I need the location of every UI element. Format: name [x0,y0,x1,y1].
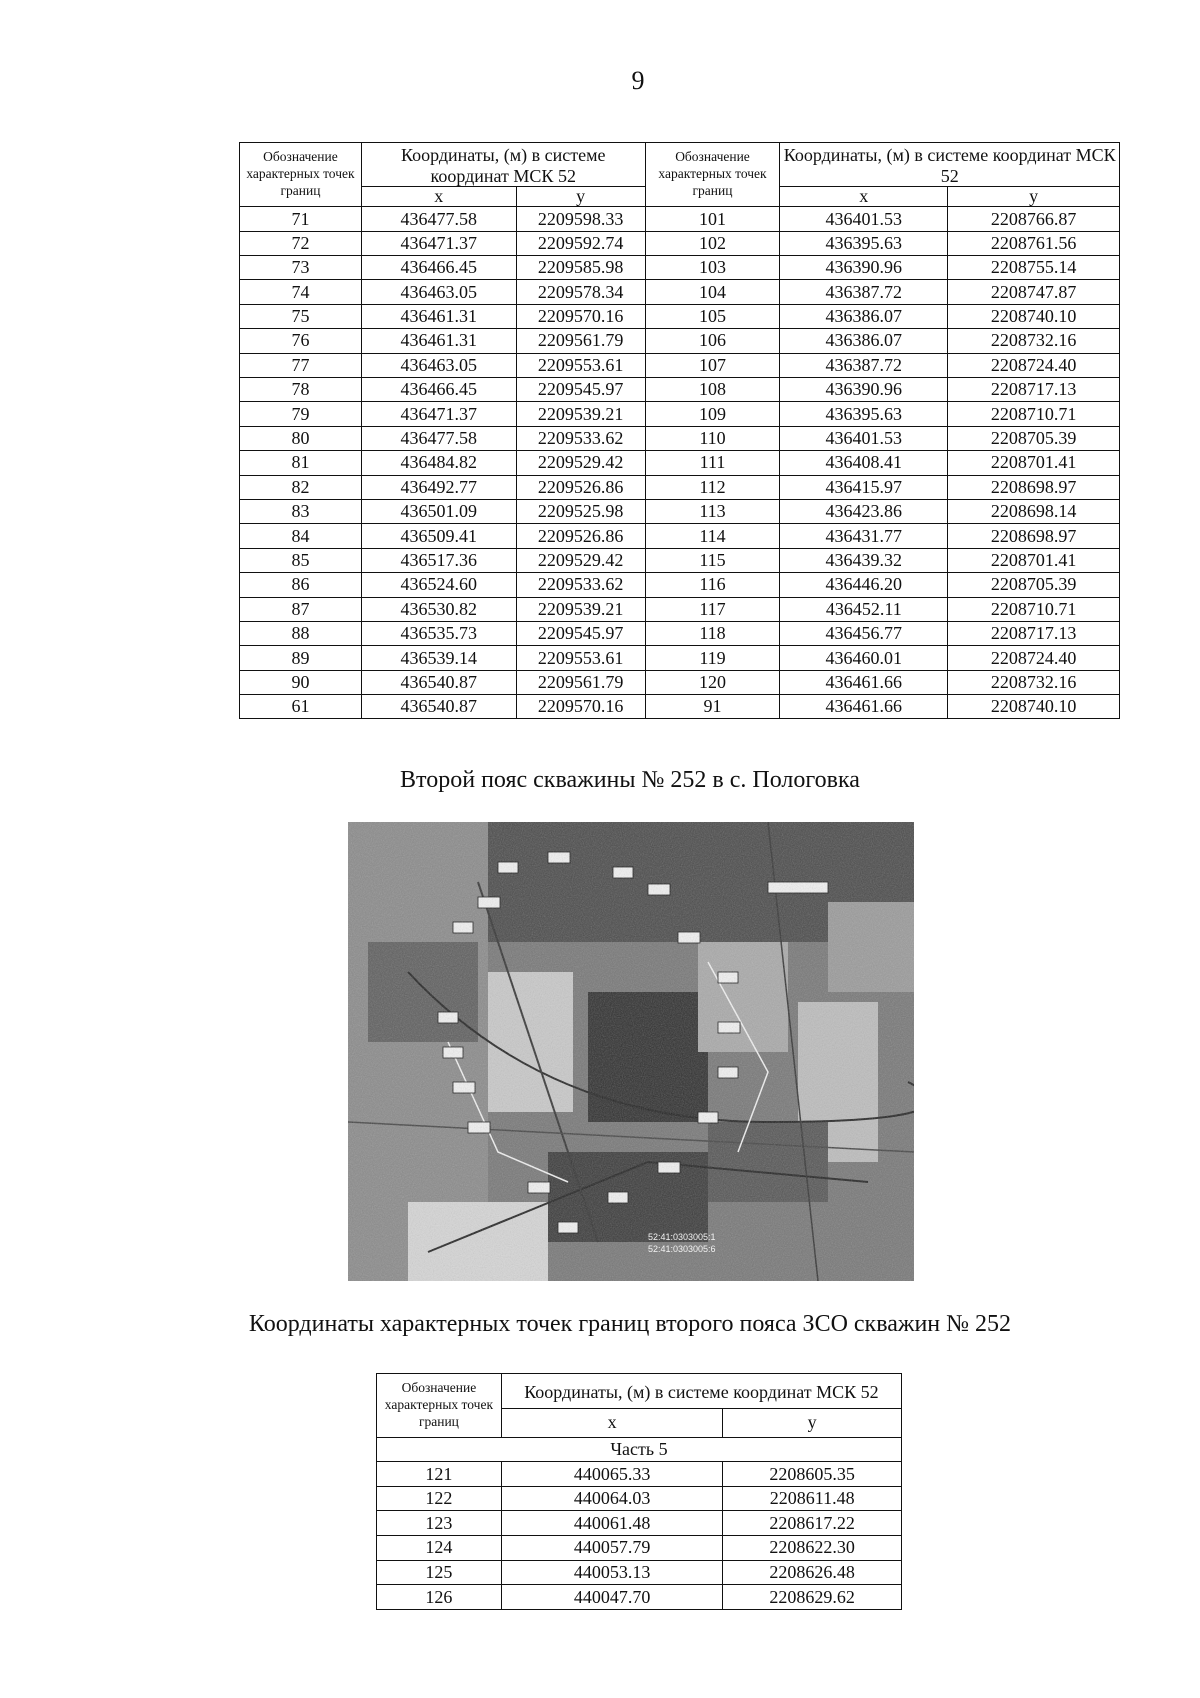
coord-x-cell: 436540.87 [361,695,516,719]
coord-y-cell: 2208705.39 [948,426,1120,450]
point-id-cell: 79 [240,402,362,426]
point-id-cell: 102 [645,231,780,255]
point-id-cell: 106 [645,329,780,353]
coord-x-cell: 436390.96 [780,256,948,280]
section-label: Часть 5 [377,1437,902,1462]
table-row [240,402,1120,426]
table-row [240,670,1120,694]
point-id-cell: 110 [645,426,780,450]
header-y: y [516,187,645,207]
coord-y-cell: 2208698.97 [948,475,1120,499]
point-id-cell: 114 [645,524,780,548]
coord-y-cell: 2209526.86 [516,475,645,499]
point-id-cell: 118 [645,621,780,645]
table-row [377,1462,902,1487]
point-id-cell: 107 [645,353,780,377]
coord-x-cell: 440057.79 [501,1536,722,1561]
coord-x-cell: 436540.87 [361,670,516,694]
table-row [240,256,1120,280]
point-id-cell: 82 [240,475,362,499]
point-id-cell: 76 [240,329,362,353]
coord-x-cell: 436471.37 [361,231,516,255]
coord-y-cell: 2208740.10 [948,695,1120,719]
coord-x-cell: 436492.77 [361,475,516,499]
coord-x-cell: 436386.07 [780,304,948,328]
coord-y-cell: 2208724.40 [948,353,1120,377]
table-row [377,1486,902,1511]
point-id-cell: 109 [645,402,780,426]
coord-y-cell: 2208740.10 [948,304,1120,328]
point-id-cell: 126 [377,1585,502,1610]
coord-x-cell: 436439.32 [780,548,948,572]
point-id-cell: 89 [240,646,362,670]
header-point-designation: Обозначение характерных точек границ [240,143,362,207]
coord-x-cell: 436477.58 [361,207,516,231]
coord-x-cell: 436387.72 [780,353,948,377]
point-id-cell: 117 [645,597,780,621]
coord-x-cell: 436463.05 [361,280,516,304]
coord-y-cell: 2209578.34 [516,280,645,304]
table-row [240,695,1120,719]
coord-y-cell: 2209561.79 [516,329,645,353]
point-id-cell: 121 [377,1462,502,1487]
table-row [240,207,1120,231]
point-id-cell: 104 [645,280,780,304]
point-id-cell: 61 [240,695,362,719]
coord-y-cell: 2208710.71 [948,402,1120,426]
aerial-map-image [348,822,914,1281]
point-id-cell: 124 [377,1536,502,1561]
map-stamp-line-1: 52:41:0303005:1 [648,1232,716,1242]
coord-x-cell: 436401.53 [780,207,948,231]
point-id-cell: 122 [377,1486,502,1511]
header-point-designation: Обозначение характерных точек границ [645,143,780,207]
coord-x-cell: 436431.77 [780,524,948,548]
point-id-cell: 84 [240,524,362,548]
table-row [240,597,1120,621]
coord-x-cell: 436460.01 [780,646,948,670]
header-y: y [723,1409,902,1437]
coord-y-cell: 2209598.33 [516,207,645,231]
coord-x-cell: 440064.03 [501,1486,722,1511]
table-row [240,378,1120,402]
coord-y-cell: 2208747.87 [948,280,1120,304]
header-y: y [948,187,1120,207]
coord-x-cell: 436477.58 [361,426,516,450]
header-point-designation: Обозначение характерных точек границ [377,1374,502,1438]
coord-y-cell: 2208622.30 [723,1536,902,1561]
coord-x-cell: 436387.72 [780,280,948,304]
coord-y-cell: 2209539.21 [516,597,645,621]
coord-y-cell: 2209545.97 [516,621,645,645]
point-id-cell: 81 [240,451,362,475]
point-id-cell: 71 [240,207,362,231]
coord-x-cell: 436415.97 [780,475,948,499]
coord-y-cell: 2209585.98 [516,256,645,280]
point-id-cell: 91 [645,695,780,719]
coord-x-cell: 436461.66 [780,670,948,694]
coord-x-cell: 436390.96 [780,378,948,402]
coord-y-cell: 2208732.16 [948,329,1120,353]
coord-y-cell: 2208617.22 [723,1511,902,1536]
point-id-cell: 120 [645,670,780,694]
page-number: 9 [631,66,645,95]
coord-y-cell: 2208717.13 [948,378,1120,402]
coord-y-cell: 2209533.62 [516,426,645,450]
map-caption: Второй пояс скважины № 252 в с. Пологовка [400,767,860,793]
coord-y-cell: 2209533.62 [516,573,645,597]
coord-y-cell: 2209592.74 [516,231,645,255]
coord-y-cell: 2209570.16 [516,304,645,328]
header-x: x [780,187,948,207]
coord-y-cell: 2209539.21 [516,402,645,426]
coord-x-cell: 436535.73 [361,621,516,645]
table-row [240,426,1120,450]
point-id-cell: 88 [240,621,362,645]
table-row [240,573,1120,597]
coord-x-cell: 436395.63 [780,402,948,426]
table-row [240,231,1120,255]
coord-x-cell: 436463.05 [361,353,516,377]
coord-x-cell: 436461.31 [361,304,516,328]
table-row [377,1560,902,1585]
coord-x-cell: 440047.70 [501,1585,722,1610]
coord-y-cell: 2208701.41 [948,548,1120,572]
coord-x-cell: 436423.86 [780,499,948,523]
coord-x-cell: 440053.13 [501,1560,722,1585]
table-row [240,499,1120,523]
coord-y-cell: 2208717.13 [948,621,1120,645]
coord-y-cell: 2209529.42 [516,451,645,475]
coord-x-cell: 440061.48 [501,1511,722,1536]
coord-y-cell: 2209553.61 [516,353,645,377]
point-id-cell: 74 [240,280,362,304]
header-coordinates: Координаты, (м) в системе координат МСК 52 [361,143,645,187]
coord-y-cell: 2208724.40 [948,646,1120,670]
coord-y-cell: 2209570.16 [516,695,645,719]
point-id-cell: 103 [645,256,780,280]
point-id-cell: 112 [645,475,780,499]
header-x: x [361,187,516,207]
point-id-cell: 125 [377,1560,502,1585]
coord-x-cell: 436401.53 [780,426,948,450]
coord-y-cell: 2208766.87 [948,207,1120,231]
coord-y-cell: 2208698.97 [948,524,1120,548]
coord-x-cell: 436466.45 [361,378,516,402]
coord-y-cell: 2209561.79 [516,670,645,694]
map-stamp-line-2: 52:41:0303005:6 [648,1244,716,1254]
coord-y-cell: 2208698.14 [948,499,1120,523]
point-id-cell: 83 [240,499,362,523]
point-id-cell: 105 [645,304,780,328]
table-row [377,1536,902,1561]
point-id-cell: 108 [645,378,780,402]
coord-x-cell: 436501.09 [361,499,516,523]
coord-x-cell: 436386.07 [780,329,948,353]
coord-y-cell: 2208755.14 [948,256,1120,280]
table-row [240,280,1120,304]
coord-x-cell: 436524.60 [361,573,516,597]
point-id-cell: 75 [240,304,362,328]
coord-x-cell: 436452.11 [780,597,948,621]
coord-y-cell: 2209529.42 [516,548,645,572]
point-id-cell: 123 [377,1511,502,1536]
coord-x-cell: 436471.37 [361,402,516,426]
point-id-cell: 116 [645,573,780,597]
point-id-cell: 111 [645,451,780,475]
table-row [240,524,1120,548]
table2-caption: Координаты характерных точек границ второго пояса ЗСО скважин № 252 [248,1311,1012,1337]
point-id-cell: 80 [240,426,362,450]
point-id-cell: 86 [240,573,362,597]
coord-y-cell: 2208605.35 [723,1462,902,1487]
table-row [240,548,1120,572]
coord-x-cell: 436484.82 [361,451,516,475]
table-row [240,451,1120,475]
point-id-cell: 113 [645,499,780,523]
coord-x-cell: 440065.33 [501,1462,722,1487]
coord-x-cell: 436395.63 [780,231,948,255]
coord-x-cell: 436408.41 [780,451,948,475]
table-row [377,1511,902,1536]
coord-y-cell: 2209525.98 [516,499,645,523]
coord-x-cell: 436530.82 [361,597,516,621]
coord-y-cell: 2208705.39 [948,573,1120,597]
point-id-cell: 115 [645,548,780,572]
point-id-cell: 101 [645,207,780,231]
coord-y-cell: 2209545.97 [516,378,645,402]
coord-y-cell: 2209553.61 [516,646,645,670]
point-id-cell: 77 [240,353,362,377]
point-id-cell: 85 [240,548,362,572]
point-id-cell: 73 [240,256,362,280]
table-row [240,475,1120,499]
coord-x-cell: 436539.14 [361,646,516,670]
header-x: x [501,1409,722,1437]
coord-y-cell: 2208626.48 [723,1560,902,1585]
coord-x-cell: 436466.45 [361,256,516,280]
table-row [240,329,1120,353]
coord-y-cell: 2208701.41 [948,451,1120,475]
table-row [377,1585,902,1610]
header-coordinates: Координаты, (м) в системе координат МСК 52 [501,1374,901,1409]
coord-x-cell: 436509.41 [361,524,516,548]
point-id-cell: 78 [240,378,362,402]
coord-x-cell: 436517.36 [361,548,516,572]
coord-y-cell: 2208611.48 [723,1486,902,1511]
point-id-cell: 119 [645,646,780,670]
coord-y-cell: 2208710.71 [948,597,1120,621]
table-row [240,646,1120,670]
coord-x-cell: 436461.66 [780,695,948,719]
coord-y-cell: 2208629.62 [723,1585,902,1610]
table-row [240,353,1120,377]
table-row [240,621,1120,645]
point-id-cell: 72 [240,231,362,255]
coordinates-table-2 [376,1373,902,1610]
coord-y-cell: 2208761.56 [948,231,1120,255]
coord-x-cell: 436446.20 [780,573,948,597]
coord-x-cell: 436456.77 [780,621,948,645]
point-id-cell: 87 [240,597,362,621]
table-row [240,304,1120,328]
coord-x-cell: 436461.31 [361,329,516,353]
coord-y-cell: 2209526.86 [516,524,645,548]
point-id-cell: 90 [240,670,362,694]
coordinates-table-1 [239,142,1120,719]
header-coordinates: Координаты, (м) в системе координат МСК 52 [780,143,1120,187]
coord-y-cell: 2208732.16 [948,670,1120,694]
